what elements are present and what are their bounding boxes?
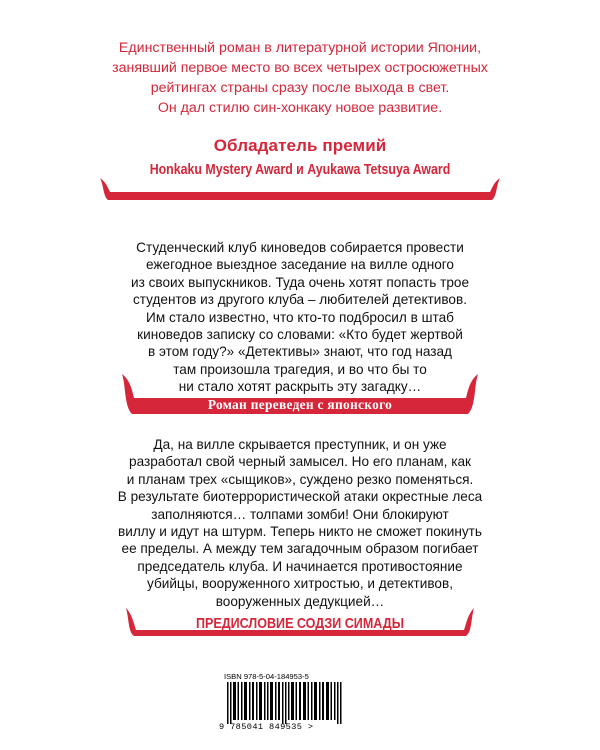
paragraph-line: виллу и идут на штурм. Теперь никто не сможет покинуть: [118, 524, 482, 540]
paragraph-line: студентов из другого клуба – любителей детективов.: [132, 292, 467, 308]
preface-credit: ПРЕДИСЛОВИЕ СОДЗИ СИМАДЫ: [195, 616, 405, 632]
synopsis-paragraph-2: [90, 436, 510, 610]
paragraph-line: В результате биотеррористической атаки окрестные леса: [117, 489, 483, 505]
paragraph-line: убийцы, вооруженного хитростью, и детективов,: [147, 576, 453, 592]
paragraph-line: Да, на вилле скрывается преступник, и он уже: [153, 437, 447, 452]
paragraph-line: киноведов записку со словами: «Кто будет жертвой: [137, 327, 463, 343]
paragraph-line: разработал свой черный замысел. Но его планам, как: [129, 454, 471, 470]
promo-text: [60, 38, 540, 118]
paragraph-line: из своих выпускников. Туда очень хотят попасть трое: [130, 274, 470, 290]
awards-swoosh-decoration: [0, 176, 600, 206]
preface-swoosh-decoration: [0, 600, 600, 640]
paragraph-line: там произошла трагедия, и во что бы то: [173, 361, 427, 377]
paragraph-line: и планам трех «сыщиков», суждено резко поменяться.: [126, 471, 474, 487]
paragraph-line: ежегодное выездное заседание на вилле одного: [146, 257, 454, 273]
awards-subtitle: Honkaku Mystery Award и Ayukawa Tetsuya Award: [149, 162, 451, 178]
paragraph-line: заполняются… толпами зомби! Они блокируют: [151, 506, 449, 522]
isbn-barcode: [219, 672, 352, 734]
promo-line: Он дал стилю син-хонкаку новое развитие.: [157, 100, 443, 116]
awards-title: Обладатель премий: [213, 136, 387, 155]
isbn-label: ISBN 978-5-04-184953-5: [224, 672, 309, 681]
paragraph-line: вооруженных дедукцией…: [215, 593, 385, 609]
paragraph-line: ни стало хотят раскрыть эту загадку…: [178, 379, 422, 395]
paragraph-line: в этом году?» «Детективы» знают, что год назад: [148, 344, 452, 360]
translated-banner-text: Роман переведен с японского: [207, 397, 393, 412]
paragraph-line: Студенческий клуб киноведов собирается провести: [136, 240, 464, 255]
promo-line: занявший первое место во всех четырех остросюжетных: [112, 60, 488, 76]
promo-line: рейтингах страны сразу после выхода в свет.: [150, 80, 450, 96]
barcode-bars: [227, 682, 345, 724]
paragraph-line: председатель клуба. И начинается противостояние: [137, 558, 463, 574]
paragraph-line: ее пределы. А между тем загадочным образом погибает: [121, 541, 479, 557]
promo-line: Единственный роман в литературной истории Японии,: [118, 40, 482, 56]
barcode-digits: 9 785041 849535 >: [219, 722, 314, 732]
paragraph-line: Им стало известно, что кто-то подбросил в штаб: [146, 309, 454, 325]
